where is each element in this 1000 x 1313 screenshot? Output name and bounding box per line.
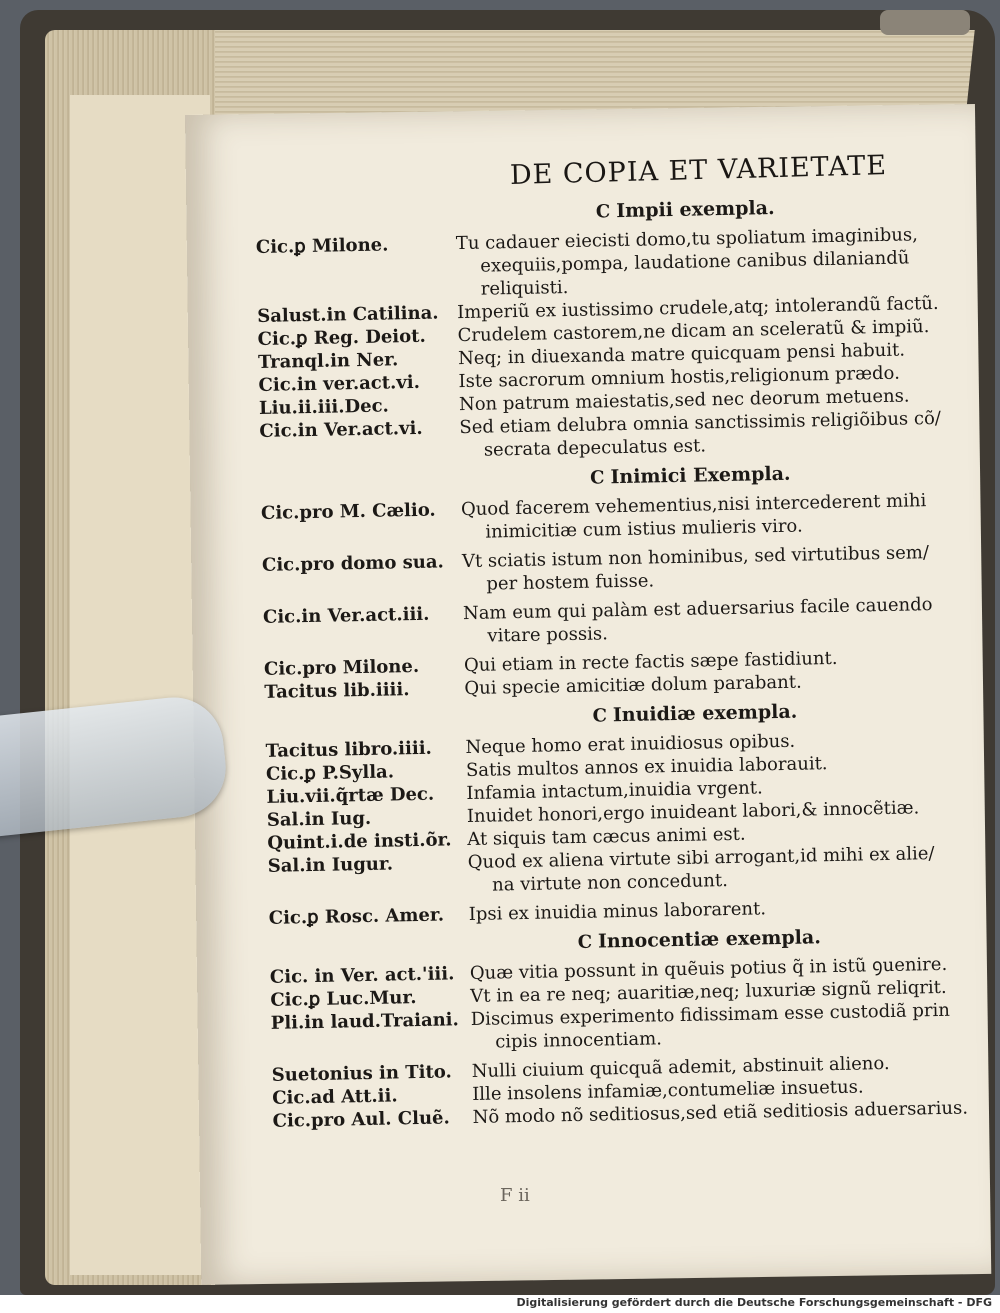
quotation: Nulli ciuium quicquã ademit, abstinuit alieno. xyxy=(471,1052,890,1082)
text-block xyxy=(255,187,973,1133)
citation: Cic.pro Milone. xyxy=(263,655,420,680)
quotation: Ille insolens infamiæ,contumeliæ insuetus. xyxy=(472,1076,864,1105)
citation: Quint.i.de insti.õr. xyxy=(267,829,452,854)
quotation: Qui specie amicitiæ dolum parabant. xyxy=(464,671,802,700)
quotation: Imperiũ ex iustissimo crudele,atq; intolerandũ factũ. xyxy=(456,292,939,324)
quotation: Discimus experimento fidissimam esse custodiã prin cipis innocentiam. xyxy=(470,999,951,1053)
quotation: Iste sacrorum omnium hostis,religionum prædo. xyxy=(458,362,901,393)
quotation: Neq; in diuexanda matre quicquam pensi habuit. xyxy=(457,339,906,370)
citation: Pli.in laud.Traiani. xyxy=(270,1009,460,1034)
paragraph-mark-icon: C xyxy=(592,705,608,727)
citation: Cic.ꝑ Milone. xyxy=(255,234,389,258)
running-head: DE COPIA ET VARIETATE xyxy=(509,150,888,191)
footer xyxy=(0,1295,1000,1313)
quotation: Nam eum qui palàm est aduersarius facile cauendo vitare possis. xyxy=(462,594,933,647)
quotation: Vt in ea re neq; auaritiæ,neq; luxuriæ signũ reliqrit. xyxy=(470,976,947,1008)
citation: Cic.ꝑ Rosc. Amer. xyxy=(268,904,445,929)
citation: Tacitus libro.iiii. xyxy=(265,737,433,762)
quotation: Neque homo erat inuidiosus opibus. xyxy=(465,730,796,759)
citation: Cic.in ver.act.vi. xyxy=(258,371,421,396)
citation: Cic.ꝑ P.Sylla. xyxy=(265,761,395,785)
citation: Cic.ꝑ Reg. Deiot. xyxy=(257,325,426,350)
citation: Salust.in Catilina. xyxy=(257,302,439,327)
footer-credit: Digitalisierung gefördert durch die Deutsche Forschungsgemeinschaft - DFG xyxy=(516,1296,992,1309)
citation: Sal.in Iug. xyxy=(266,807,372,831)
citation: Cic.pro Aul. Cluẽ. xyxy=(272,1107,450,1132)
quotation: Satis multos annos ex inuidia laborauit. xyxy=(465,753,828,782)
section-heading-innocentiae: C Innocentiæ exempla. xyxy=(577,926,822,953)
quotation: Vt sciatis istum non hominibus, sed virtutibus sem/ per hostem fuisse. xyxy=(461,542,930,595)
quotation: Tu cadauer eiecisti domo,tu spoliatum imaginibus, exequiis,pompa, laudatione canibus dilaniandũ reliquisti. xyxy=(455,224,919,300)
section-heading-impii: C Impii exempla. xyxy=(595,197,775,223)
quotation: Quæ vitia possunt in quẽuis potius q̃ in istũ ꝯuenire. xyxy=(469,953,948,985)
section-heading-inuidiae: C Inuidiæ exempla. xyxy=(592,700,798,727)
paragraph-mark-icon: C xyxy=(595,201,611,223)
citation: Sal.in Iugur. xyxy=(267,853,394,877)
quotation: Crudelem castorem,ne dicam an sceleratũ & impiũ. xyxy=(457,316,930,347)
citation: Liu.ii.iii.Dec. xyxy=(258,395,390,419)
section-heading-inimici: C Inimici Exempla. xyxy=(589,462,791,489)
signature-mark: F ii xyxy=(500,1185,530,1206)
quotation: Qui etiam in recte factis sæpe fastidiunt. xyxy=(463,647,838,677)
quotation: Quod ex aliena virtute sibi arrogant,id mihi ex alie/ na virtute non concedunt. xyxy=(467,843,935,896)
paragraph-mark-icon: C xyxy=(589,467,605,489)
citation: Suetonius in Tito. xyxy=(271,1061,452,1086)
citation: Cic. in Ver. act.'iii. xyxy=(269,963,455,988)
citation: Cic.ad Att.ii. xyxy=(272,1085,398,1109)
quotation: Non patrum maiestatis,sed nec deorum metuens. xyxy=(458,385,910,416)
binding-thread xyxy=(880,10,970,35)
citation: Cic.pro domo sua. xyxy=(261,551,444,576)
quotation: Inuidet honori,ergo inuideant labori,& innocẽtiæ. xyxy=(466,797,920,828)
citation: Cic.ꝑ Luc.Mur. xyxy=(270,987,417,1011)
quotation: Infamia intactum,inuidia vrgent. xyxy=(466,777,763,805)
citation: Liu.vii.q̃rtæ Dec. xyxy=(266,783,435,808)
citation: Cic.in Ver.act.iii. xyxy=(262,603,430,628)
quotation: At siquis tam cæcus animi est. xyxy=(467,823,746,851)
quotation: Quod facerem vehementius,nisi intercederent mihi inimicitiæ cum istius mulieris viro. xyxy=(460,490,927,543)
quotation: Nõ modo nõ seditiosus,sed etiã seditiosis aduersarius. xyxy=(472,1097,969,1128)
quotation: Sed etiam delubra omnia sanctissimis religiõibus cõ/ secrata depeculatus est. xyxy=(459,407,942,461)
quotation: Ipsi ex inuidia minus laborarent. xyxy=(468,898,767,926)
citation: Cic.pro M. Cælio. xyxy=(260,499,436,524)
citation: Tacitus lib.iiii. xyxy=(264,679,410,703)
paragraph-mark-icon: C xyxy=(577,931,593,953)
citation: Cic.in Ver.act.vi. xyxy=(259,417,423,442)
citation: Tranql.in Ner. xyxy=(257,349,399,373)
